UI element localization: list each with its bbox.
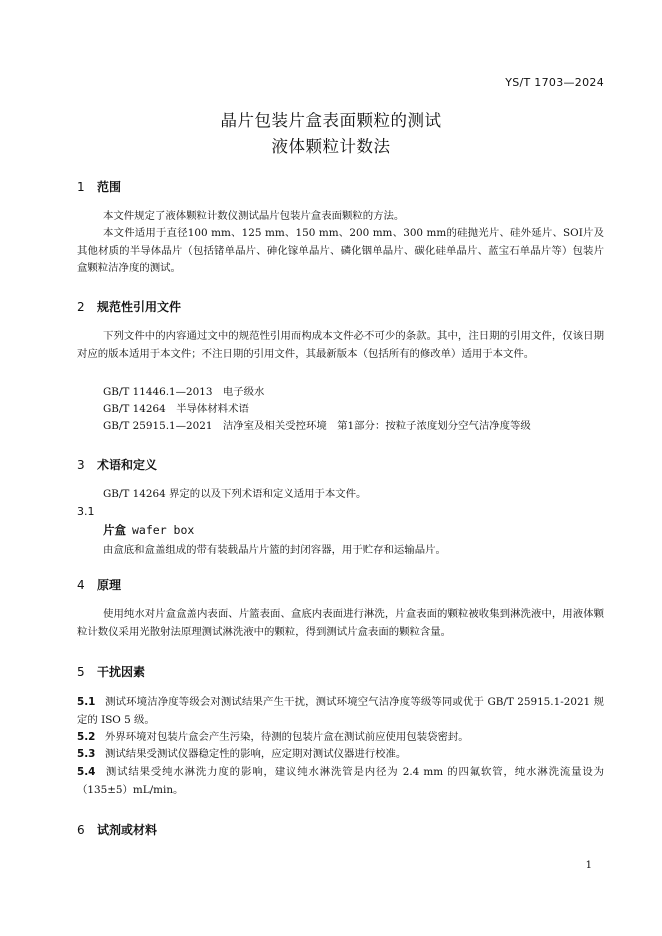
clause-number: 5.3 <box>77 748 96 760</box>
term-definition: 由盒底和盒盖组成的带有装载晶片片篮的封闭容器，用于贮存和运输晶片。 <box>103 544 446 556</box>
section-1-heading <box>77 178 121 195</box>
clause-number: 5.1 <box>77 696 96 708</box>
section-title: 试剂或材料 <box>97 823 158 837</box>
section-5-heading <box>77 663 145 680</box>
document-title-line-2: 液体颗粒计数法 <box>271 137 391 156</box>
document-title-line-1: 晶片包装片盒表面颗粒的测试 <box>220 111 442 130</box>
section-2-paragraph-1: 下列文件中的内容通过文中的规范性引用而构成本文件必不可少的条款。其中，注日期的引用文件，仅该日期对应的版本适用于本文件；不注日期的引用文件，其最新版本（包括所有的修改单）适用于本文件。 <box>77 330 604 360</box>
clause-number: 5.2 <box>77 731 96 743</box>
term-number: 3.1 <box>77 505 95 518</box>
section-number: 5 <box>77 665 85 679</box>
section-number: 2 <box>77 300 85 314</box>
section-1-paragraph-1: 本文件规定了液体颗粒计数仪测试晶片包装片盒表面颗粒的方法。 <box>103 210 405 222</box>
section-number: 4 <box>77 578 85 592</box>
page-number: 1 <box>585 860 592 871</box>
section-number: 1 <box>77 180 85 194</box>
clause-text: 外界环境对包装片盒会产生污染，待测的包装片盒在测试前应使用包装袋密封。 <box>105 731 469 743</box>
section-1-paragraph-2: 本文件适用于直径100 mm、125 mm、150 mm、200 mm、300 mm的硅抛光片、硅外延片、SOI片及其他材质的半导体晶片（包括锗单晶片、砷化镓单晶片、磷化铟单晶片、碳化硅单晶片、蓝宝石单晶片等）包装片盒颗粒洁净度的测试。 <box>77 227 604 274</box>
clause-number: 5.4 <box>77 766 96 778</box>
section-title: 规范性引用文件 <box>97 300 182 314</box>
section-number: 3 <box>77 458 85 472</box>
clause-text: 测试结果受纯水淋洗力度的影响，建议纯水淋洗管是内径为 2.4 mm 的四氟软管，纯水淋洗流量设为（135±5）mL/min。 <box>77 766 604 796</box>
normative-reference: GB/T 11446.1—2013 电子级水 <box>103 386 265 398</box>
section-4-paragraph-1: 使用纯水对片盒盒盖内表面、片篮表面、盒底内表面进行淋洗，片盒表面的颗粒被收集到淋洗液中，用液体颗粒计数仪采用光散射法原理测试淋洗液中的颗粒，得到测试片盒表面的颗粒含量。 <box>77 608 604 638</box>
section-3-paragraph-1: GB/T 14264 界定的以及下列术语和定义适用于本文件。 <box>103 488 367 500</box>
clause-item <box>77 764 604 799</box>
clause-text: 测试结果受测试仪器稳定性的影响，应定期对测试仪器进行校准。 <box>105 748 407 760</box>
standard-code: YS/T 1703—2024 <box>505 76 604 89</box>
clause-item <box>77 746 604 764</box>
normative-reference: GB/T 25915.1—2021 洁净室及相关受控环境 第1部分：按粒子浓度划分空气洁净度等级 <box>103 420 531 432</box>
clause-text: 测试环境洁净度等级会对测试结果产生干扰，测试环境空气洁净度等级等同或优于 GB/T 25915.1-2021 规定的 ISO 5 级。 <box>77 696 604 726</box>
section-3-heading <box>77 456 157 473</box>
section-title: 术语和定义 <box>97 458 158 472</box>
normative-reference: GB/T 14264 半导体材料术语 <box>103 403 249 415</box>
clause-item <box>77 729 604 747</box>
section-4-heading <box>77 576 121 593</box>
clause-item <box>77 694 604 729</box>
section-title: 范围 <box>97 180 122 194</box>
section-2-heading <box>77 298 181 315</box>
section-6-heading <box>77 821 157 838</box>
section-number: 6 <box>77 823 85 837</box>
section-title: 干扰因素 <box>97 665 146 679</box>
section-title: 原理 <box>97 578 122 592</box>
term-entry <box>103 522 194 538</box>
term-english: wafer box <box>132 523 195 537</box>
term-chinese: 片盒 <box>103 523 126 537</box>
